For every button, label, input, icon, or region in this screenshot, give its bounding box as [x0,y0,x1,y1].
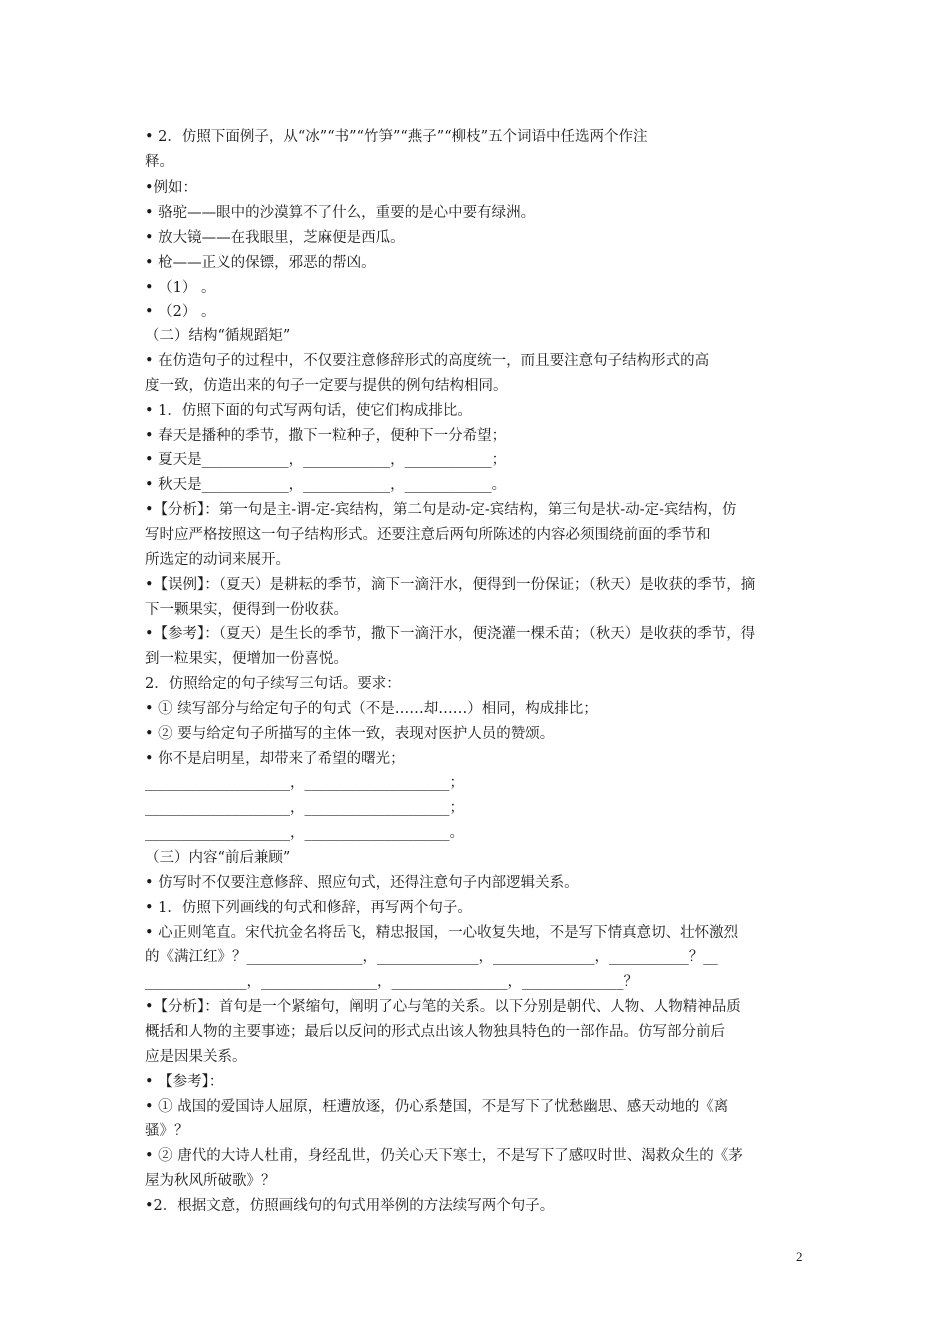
text-line: • ① 战国的爱国诗人屈原，枉遭放逐，仍心系楚国，不是写下了忧愁幽思、感天动地的《离 [145,1099,729,1115]
blank-line: ____________________，____________________； [145,800,464,816]
text-line: 屋为秋风所破歌》？ [145,1173,276,1189]
text-line: 应是因果关系。 [145,1049,247,1065]
text-line: • ② 要与给定句子所描写的主体一致，表现对医护人员的赞颂。 [145,726,555,742]
text-line: • 【参考】： [145,1074,224,1090]
text-line: •【参考】：（夏天）是生长的季节，撒下一滴汗水，便浇灌一棵禾苗；（秋天）是收获的季节，得 [145,626,756,642]
text-line: • 放大镜——在我眼里，芝麻便是西瓜。 [145,230,405,246]
text-line: ______________，________________，________________，______________？ [145,974,638,990]
text-line: •【分析】：第一句是主-谓-定-宾结构，第二句是动-定-宾结构，第三句是状-动-定-宾结构，仿 [145,502,737,518]
text-line: 释。 [145,154,174,170]
section-heading: （二）结构“循规蹈矩” [145,328,291,344]
text-line: 度一致，仿造出来的句子一定要与提供的例句结构相同。 [145,378,508,394]
text-line: • 枪——正义的保镖，邪恶的帮凶。 [145,255,376,271]
text-line: • 春天是播种的季节，撒下一粒种子，便种下一分希望； [145,428,507,444]
text-line: • （2） 。 [145,304,216,320]
text-line: 骚》？ [145,1123,189,1139]
text-line: • 心正则笔直。宋代抗金名将岳飞，精忠报国，一心收复失地，不是写下情真意切、壮怀激烈 [145,925,739,941]
text-line: • 仿写时不仅要注意修辞、照应句式，还得注意句子内部逻辑关系。 [145,875,579,891]
text-line: •【分析】：首句是一个紧缩句，阐明了心与笔的关系。以下分别是朝代、人物、人物精神品质 [145,999,741,1015]
text-line: 下一颗果实，便得到一份收获。 [145,602,348,618]
text-line: • 在仿造句子的过程中，不仅要注意修辞形式的高度统一，而且要注意句子结构形式的高 [145,353,710,369]
text-line: • 秋天是____________，____________，____________。 [145,477,507,493]
text-line: • ② 唐代的大诗人杜甫，身经乱世，仍关心天下寒士，不是写下了感叹时世、渴救众生的《茅 [145,1148,743,1164]
text-line: • 夏天是____________，____________，____________； [145,452,507,468]
text-line: •例如： [145,180,198,196]
text-line: • 2．仿照下面例子，从“冰”“书”“竹笋”“燕子”“柳枝”五个词语中任选两个作注 [145,129,648,145]
section-heading: （三）内容“前后兼顾” [145,850,291,866]
text-line: • 1．仿照下列画线的句式和修辞，再写两个句子。 [145,900,472,916]
text-line: 概括和人物的主要事迹；最后以反问的形式点出该人物独具特色的一部作品。仿写部分前后 [145,1024,725,1040]
text-line: • ① 续写部分与给定句子的句式（不是……却……）相同，构成排比； [145,701,598,717]
text-line: • （1） 。 [145,280,216,296]
text-line: • 1．仿照下面的句式写两句话，使它们构成排比。 [145,403,472,419]
text-line: 2．仿照给定的句子续写三句话。要求： [145,676,401,692]
text-line: 写时应严格按照这一句子结构形式。还要注意后两句所陈述的内容必须围绕前面的季节和 [145,527,711,543]
text-line: •【误例】：（夏天）是耕耘的季节，滴下一滴汗水，便得到一份保证；（秋天）是收获的季节，摘 [145,577,756,593]
text-line: •2．根据文意，仿照画线句的句式用举例的方法续写两个句子。 [145,1198,555,1214]
page-number: 2 [796,1249,803,1264]
text-line: 所选定的动词来展开。 [145,552,290,568]
blank-line: ____________________，____________________； [145,775,464,791]
text-line: • 你不是启明星，却带来了希望的曙光； [145,751,405,767]
text-line: 到一粒果实，便增加一份喜悦。 [145,651,348,667]
text-line: 的《满江红》？________________，______________，______________，___________？__ [145,949,718,965]
text-line: • 骆驼——眼中的沙漠算不了什么，重要的是心中要有绿洲。 [145,205,536,221]
blank-line: ____________________，____________________。 [145,825,464,841]
